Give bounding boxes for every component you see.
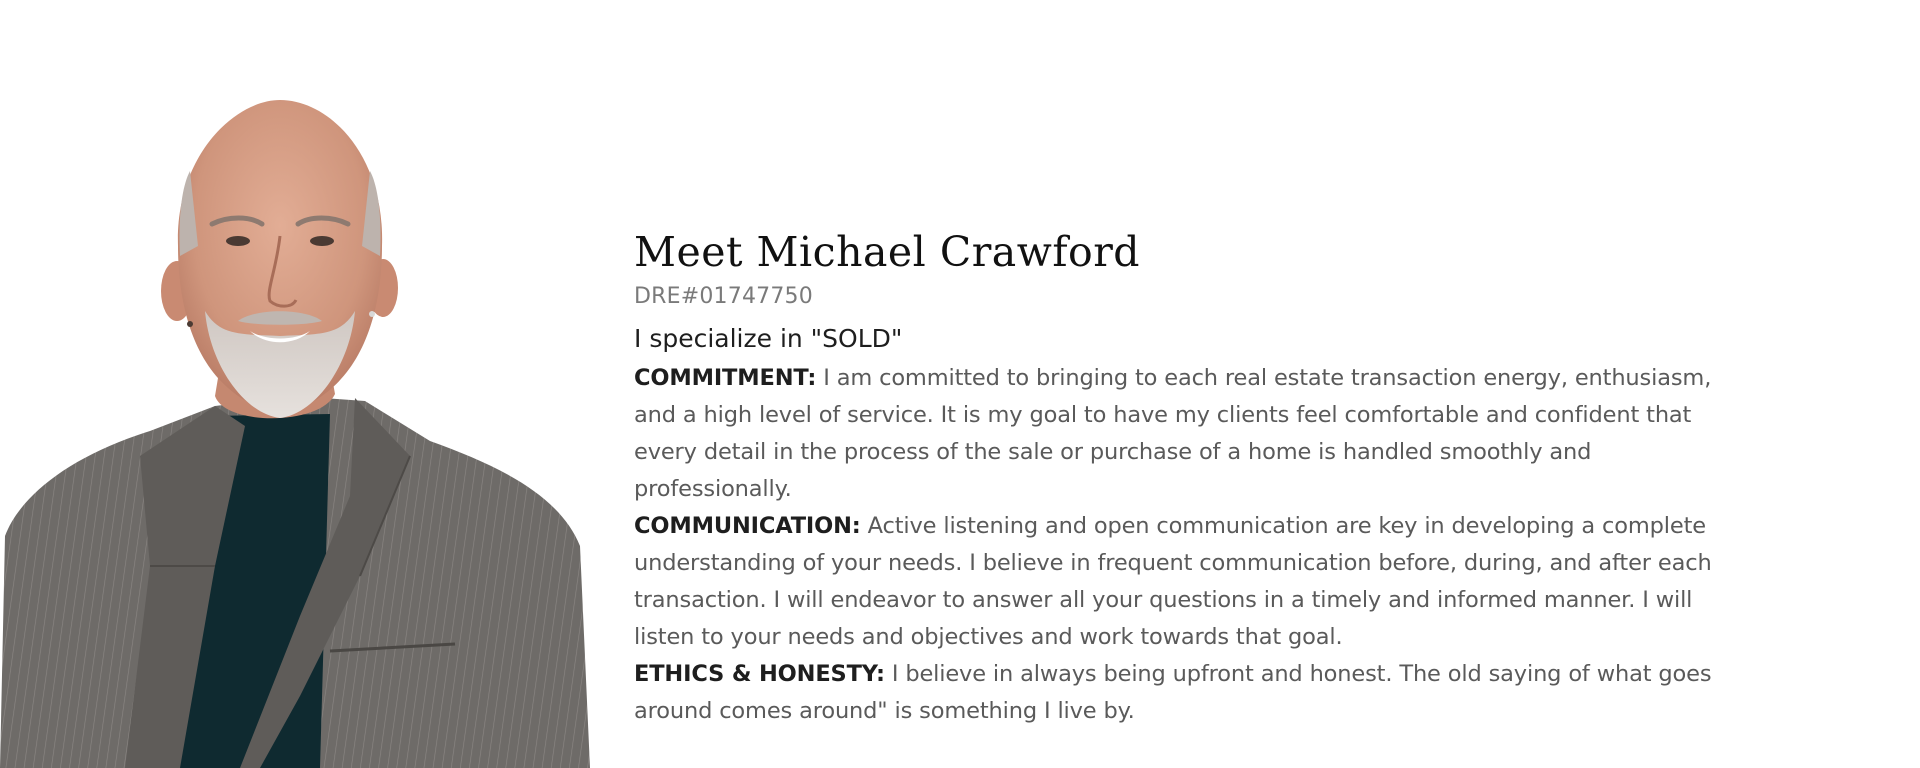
communication-paragraph	[634, 508, 1734, 656]
ethics-heading: ETHICS & HONESTY:	[634, 661, 885, 687]
commitment-paragraph	[634, 360, 1734, 508]
tagline: I specialize in "SOLD"	[634, 324, 903, 353]
commitment-heading: COMMITMENT:	[634, 365, 817, 391]
license-number: DRE#01747750	[634, 284, 813, 309]
page-title: Meet Michael Crawford	[634, 228, 1141, 276]
ethics-text: I believe in always being upfront and honest. The old saying of what goes around comes around" is something I live by.	[634, 661, 1712, 724]
ethics-paragraph	[634, 656, 1734, 730]
communication-text: Active listening and open communication are key in developing a complete understanding of your needs. I believe in frequent communication before, during, and after each transaction. I will endeavor to answer all your questions in a timely and informed manner. I will listen to your needs and objectives and work towards that goal.	[634, 513, 1712, 650]
agent-portrait	[0, 96, 590, 768]
bio-content	[634, 224, 1734, 730]
communication-heading: COMMUNICATION:	[634, 513, 861, 539]
portrait-illustration	[0, 96, 590, 768]
commitment-text: I am committed to bringing to each real estate transaction energy, enthusiasm, and a high level of service. It is my goal to have my clients feel comfortable and confident that every detail in the process of the sale or purchase of a home is handled smoothly and professionally.	[634, 365, 1712, 502]
